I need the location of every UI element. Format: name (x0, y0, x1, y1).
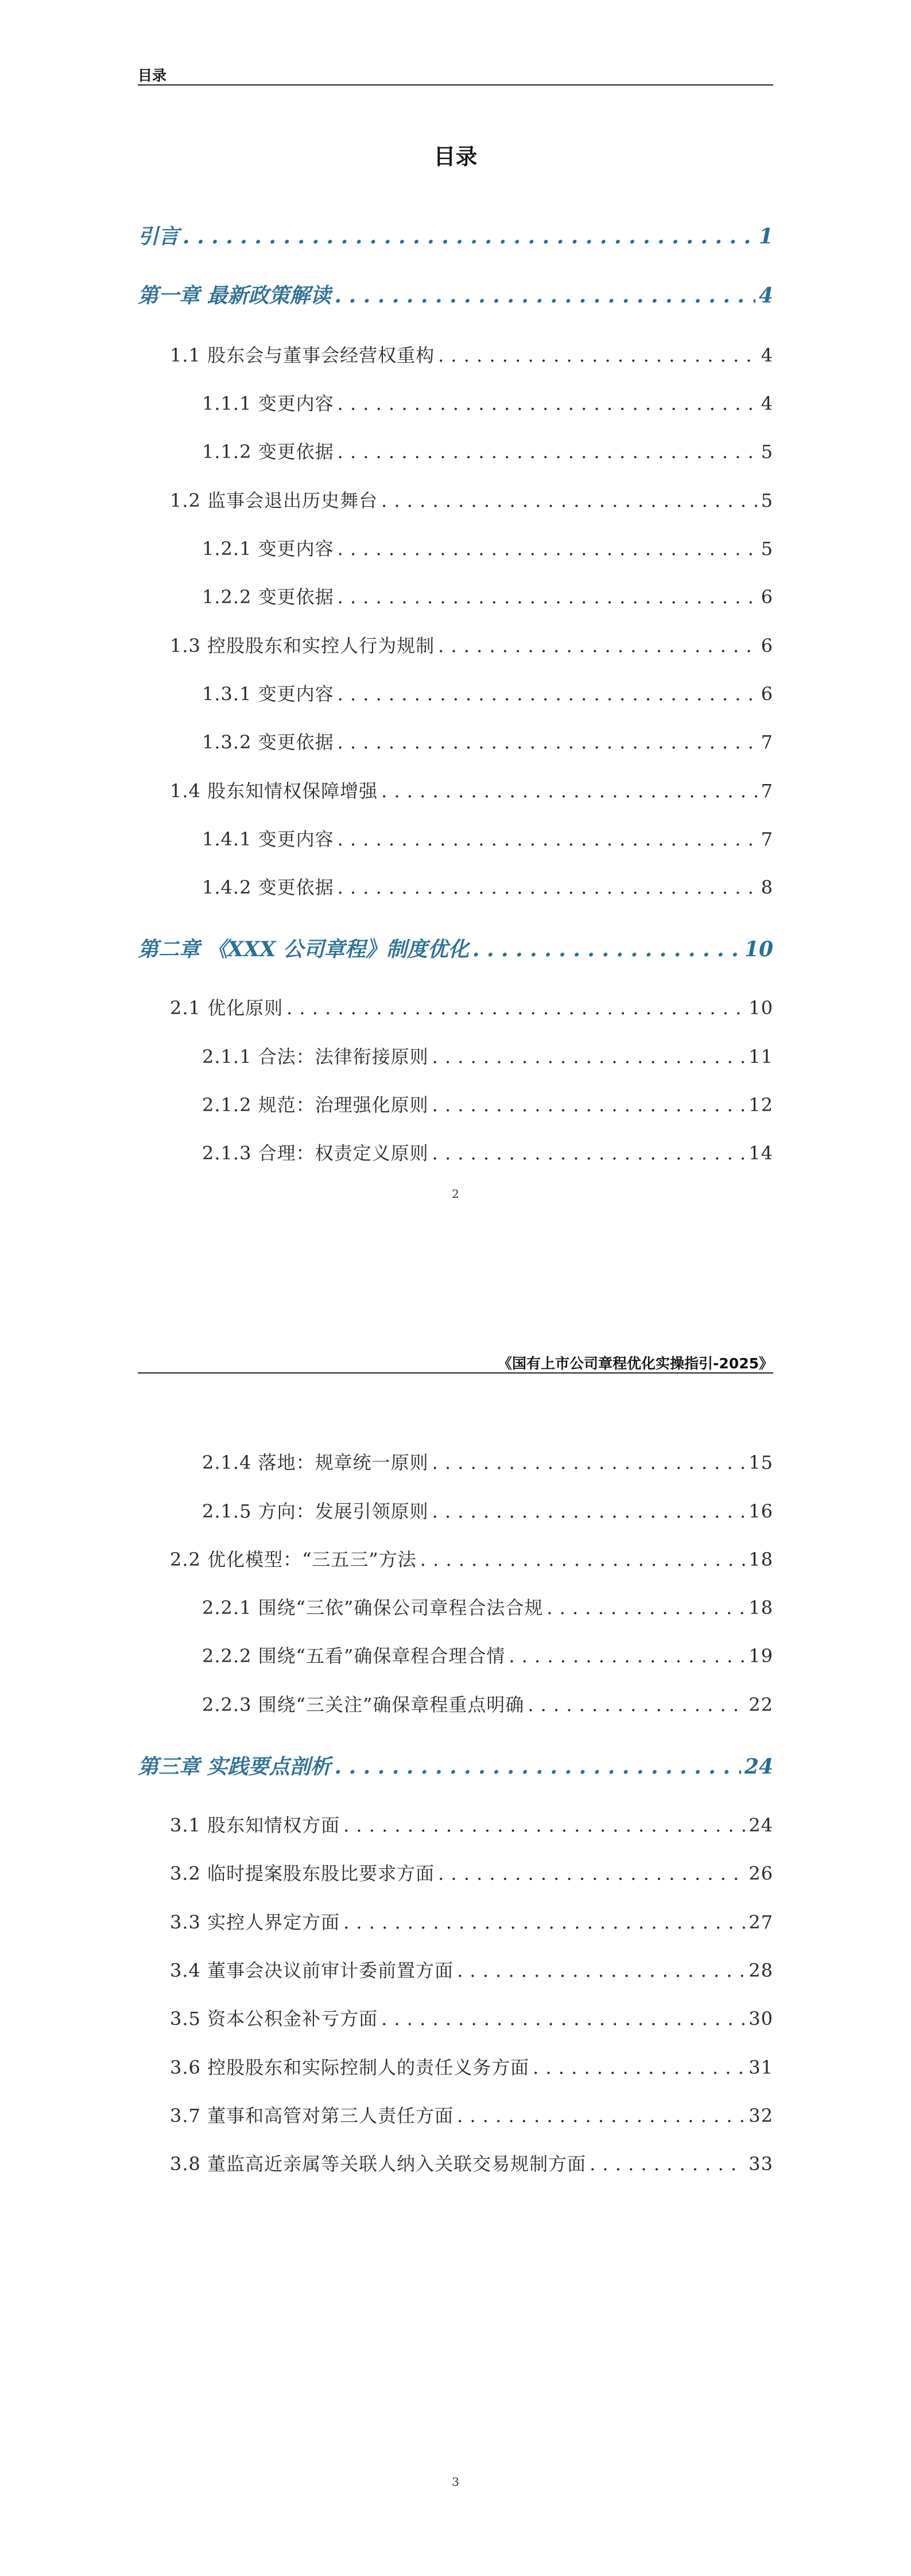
toc-entry-page: 12 (749, 1094, 773, 1116)
toc-entry-page: 33 (749, 2153, 773, 2175)
toc-entry-page: 26 (749, 1863, 773, 1884)
toc-leader-dots (438, 635, 758, 657)
toc-entry[interactable] (138, 280, 773, 309)
toc-leader-dots (457, 2105, 745, 2127)
toc-entry[interactable] (202, 680, 773, 706)
toc-entry[interactable] (170, 777, 773, 803)
toc-entry-page: 5 (761, 538, 773, 560)
toc-entry-label: 2.1.4 落地：规章统一原则 (202, 1452, 429, 1473)
toc-entry-label: 1.4.1 变更内容 (202, 828, 334, 850)
toc-entry[interactable] (170, 2150, 773, 2176)
toc-entry-label: 1.2.2 变更依据 (202, 586, 334, 608)
toc-entry-label: 1.3.2 变更依据 (202, 731, 334, 753)
toc-entry[interactable] (202, 389, 773, 416)
toc-entry-page: 15 (749, 1452, 773, 1473)
toc-leader-dots (335, 284, 755, 308)
toc-entry-label: 1.2.1 变更内容 (202, 538, 334, 560)
toc-entry-page: 14 (749, 1142, 773, 1164)
toc-leader-dots (438, 344, 758, 366)
toc-entry-label: 2.2.3 围绕“三关注”确保章程重点明确 (202, 1694, 525, 1716)
toc-leader-dots (338, 538, 758, 560)
toc-entry[interactable] (202, 1642, 773, 1668)
toc-leader-dots (335, 1755, 741, 1779)
toc-entry[interactable] (170, 486, 773, 513)
toc-leader-dots (432, 1452, 746, 1473)
toc-entry-page: 6 (761, 683, 773, 705)
toc-leader-dots (338, 441, 758, 463)
toc-entry[interactable] (202, 1497, 773, 1523)
header-rule (138, 84, 773, 86)
toc-entry-label: 1.1 股东会与董事会经营权重构 (170, 344, 435, 366)
toc-entry-page: 7 (761, 828, 773, 850)
toc-entry-label: 3.5 资本公积金补亏方面 (170, 2008, 378, 2030)
toc-entry-label: 1.4.2 变更依据 (202, 876, 334, 898)
toc-leader-dots (381, 780, 758, 802)
toc-entry[interactable] (202, 1593, 773, 1620)
toc-entry-page: 24 (749, 1814, 773, 1836)
toc-leader-dots (338, 683, 758, 705)
toc-entry-page: 6 (761, 635, 773, 657)
toc-entry[interactable] (170, 631, 773, 658)
toc-leader-dots (533, 2057, 745, 2078)
running-header: 目录 (138, 67, 167, 84)
toc-leader-dots (457, 1960, 745, 1981)
toc-entry-page: 16 (749, 1500, 773, 1522)
toc-entry[interactable] (170, 1859, 773, 1886)
toc-leader-dots (338, 828, 758, 850)
toc-entry[interactable] (138, 220, 773, 250)
toc-entry[interactable] (170, 1908, 773, 1934)
toc-entry[interactable] (138, 1751, 773, 1780)
toc-entry-page: 5 (761, 490, 773, 511)
toc-leader-dots (432, 1046, 746, 1068)
toc-entry-label: 1.3 控股股东和实控人行为规制 (170, 635, 435, 657)
toc-entry-page: 8 (761, 876, 773, 898)
toc-entry-page: 24 (744, 1755, 773, 1779)
toc-leader-dots (590, 2153, 745, 2175)
toc-entry-page: 27 (749, 1911, 773, 1933)
toc-page-2 (0, 1288, 911, 2576)
toc-entry-label: 1.3.1 变更内容 (202, 683, 334, 705)
toc-entry[interactable] (202, 1690, 773, 1717)
toc-leader-dots (432, 1094, 746, 1116)
toc-entry-label: 第一章 最新政策解读 (138, 284, 331, 308)
toc-entry[interactable] (170, 2053, 773, 2080)
toc-entry[interactable] (202, 873, 773, 899)
toc-leader-dots (432, 1142, 746, 1164)
toc-entry[interactable] (170, 2101, 773, 2128)
toc-entry-label: 2.1.3 合理：权责定义原则 (202, 1142, 429, 1164)
toc-entry-label: 2.1 优化原则 (170, 997, 284, 1019)
page-title: 目录 (433, 144, 478, 169)
toc-leader-dots (432, 1500, 746, 1522)
toc-entry[interactable] (170, 1811, 773, 1837)
toc-entry-label: 第二章 《XXX 公司章程》制度优化 (138, 937, 469, 961)
toc-entry-label: 3.3 实控人界定方面 (170, 1911, 340, 1933)
toc-entry-page: 11 (749, 1046, 773, 1068)
running-header: 《国有上市公司章程优化实操指引-2025》 (498, 1355, 773, 1372)
toc-entry-label: 3.6 控股股东和实际控制人的责任义务方面 (170, 2057, 530, 2078)
toc-leader-dots (286, 997, 745, 1019)
toc-entry[interactable] (170, 341, 773, 367)
toc-entry-page: 7 (761, 731, 773, 753)
toc-entry-page: 31 (749, 2057, 773, 2078)
toc-leader-dots (381, 490, 758, 511)
toc-entry[interactable] (170, 1545, 773, 1572)
toc-entry[interactable] (202, 728, 773, 754)
toc-leader-dots (183, 224, 755, 249)
toc-entry[interactable] (202, 825, 773, 851)
toc-entry-label: 2.1.2 规范：治理强化原则 (202, 1094, 429, 1116)
toc-entry-page: 5 (761, 441, 773, 463)
toc-entry-page: 18 (749, 1549, 773, 1570)
toc-entry-label: 1.2 监事会退出历史舞台 (170, 490, 378, 511)
toc-leader-dots (338, 731, 758, 753)
toc-entry-label: 2.2.2 围绕“五看”确保章程合理合情 (202, 1645, 506, 1667)
toc-entry-label: 2.2.1 围绕“三依”确保公司章程合法合规 (202, 1597, 544, 1619)
toc-entry[interactable] (202, 1091, 773, 1117)
toc-entry-page: 4 (758, 284, 773, 308)
page-number: 2 (452, 1187, 459, 1201)
toc-entry-label: 第三章 实践要点剖析 (138, 1755, 331, 1779)
toc-entry[interactable] (202, 437, 773, 464)
toc-entry-page: 10 (744, 937, 773, 961)
toc-entry[interactable] (202, 1139, 773, 1165)
toc-entry[interactable] (170, 1956, 773, 1983)
toc-entry-label: 3.7 董事和高管对第三人责任方面 (170, 2105, 454, 2127)
toc-entry-label: 2.2 优化模型：“三五三”方法 (170, 1549, 417, 1570)
toc-leader-dots (438, 1863, 745, 1884)
toc-entry[interactable] (202, 1448, 773, 1475)
toc-entry-page: 19 (749, 1645, 773, 1667)
toc-entry-label: 3.1 股东知情权方面 (170, 1814, 340, 1836)
toc-entry-page: 10 (749, 997, 773, 1019)
toc-entry-page: 22 (749, 1694, 773, 1716)
toc-entry-label: 3.4 董事会决议前审计委前置方面 (170, 1960, 454, 1981)
toc-entry-label: 引言 (138, 224, 180, 249)
toc-entry[interactable] (170, 994, 773, 1020)
toc-entry-page: 28 (749, 1960, 773, 1981)
toc-entry-page: 1 (758, 224, 773, 249)
toc-entry-page: 6 (761, 586, 773, 608)
toc-entry-label: 3.2 临时提案股东股比要求方面 (170, 1863, 435, 1884)
toc-entry-label: 1.1.2 变更依据 (202, 441, 334, 463)
toc-leader-dots (381, 2008, 745, 2030)
toc-entry[interactable] (170, 2004, 773, 2031)
toc-entry-page: 4 (761, 344, 773, 366)
toc-leader-dots (528, 1694, 745, 1716)
toc-leader-dots (338, 876, 758, 898)
toc-leader-dots (472, 937, 741, 961)
toc-entry[interactable] (202, 583, 773, 609)
toc-leader-dots (338, 393, 758, 414)
page-number: 3 (452, 2475, 459, 2489)
toc-entry-page: 4 (761, 393, 773, 414)
toc-entry-page: 18 (749, 1597, 773, 1619)
toc-entry-label: 2.1.1 合法：法律衔接原则 (202, 1046, 429, 1068)
toc-entry[interactable] (138, 933, 773, 963)
toc-leader-dots (343, 1911, 745, 1933)
toc-entry-page: 32 (749, 2105, 773, 2127)
toc-leader-dots (343, 1814, 745, 1836)
toc-entry-label: 1.4 股东知情权保障增强 (170, 780, 378, 802)
toc-entry-page: 7 (761, 780, 773, 802)
toc-leader-dots (420, 1549, 745, 1570)
toc-entry-label: 2.1.5 方向：发展引领原则 (202, 1500, 429, 1522)
toc-leader-dots (338, 586, 758, 608)
toc-leader-dots (546, 1597, 745, 1619)
toc-entry-page: 30 (749, 2008, 773, 2030)
toc-leader-dots (509, 1645, 745, 1667)
toc-entry[interactable] (202, 1042, 773, 1069)
toc-entry-label: 1.1.1 变更内容 (202, 393, 334, 414)
header-rule (138, 1372, 773, 1374)
toc-entry[interactable] (202, 534, 773, 561)
toc-entry-label: 3.8 董监高近亲属等关联人纳入关联交易规制方面 (170, 2153, 587, 2175)
